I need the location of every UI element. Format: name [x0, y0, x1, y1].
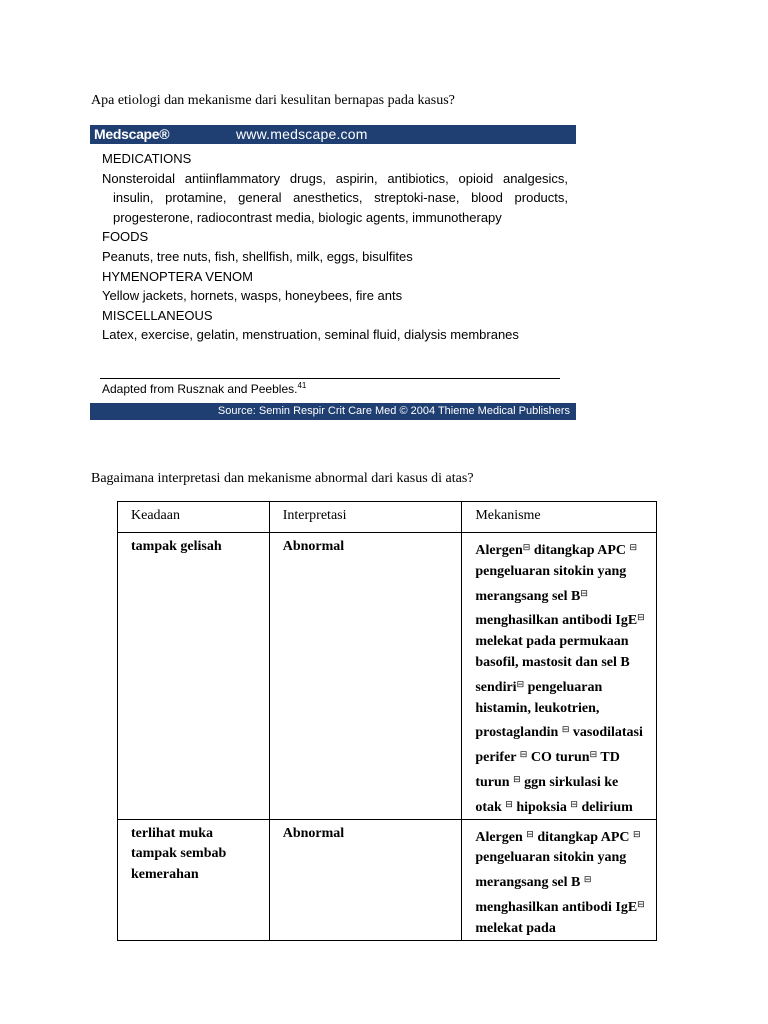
arrow-icon: ⊟: [513, 773, 521, 784]
question-1: Apa etiologi dan mekanisme dari kesulitan bernapas pada kasus?: [91, 93, 455, 108]
arrow-icon: ⊟: [526, 828, 534, 839]
mechanism-step: menghasilkan antibodi IgE: [475, 613, 638, 629]
mechanism-step: ditangkap APC: [533, 543, 627, 558]
mechanism-step: delirium: [581, 799, 633, 815]
arrow-icon: ⊟: [561, 724, 570, 735]
cell-interpretasi: Abnormal: [269, 533, 462, 820]
table-header-row: [118, 502, 657, 533]
interpretation-table: [117, 501, 657, 941]
question-2: Bagaimana interpretasi dan mekanisme abnormal dari kasus di atas?: [91, 471, 474, 486]
mechanism-step: melekat pada permukaan basofil, mastosit dan sel B sendiri: [475, 634, 630, 695]
cell-keadaan: terlihat muka tampak sembab kemerahan: [118, 819, 270, 940]
mechanism-step: menghasilkan antibodi IgE: [475, 899, 638, 915]
figure-source: Source: Semin Respir Crit Care Med © 2004 Thieme Medical Publishers: [217, 405, 570, 417]
mechanism-step: Alergen: [475, 543, 523, 558]
header-keadaan: Keadaan: [118, 502, 270, 533]
mechanism-step: TD turun: [475, 750, 620, 790]
arrow-icon: ⊟: [570, 798, 578, 809]
section-text: Nonsteroidal antiinflammatory drugs, aspirin, antibiotics, opioid analgesics, insulin, protamine, general anesthetics, streptoki-nase, blood products, progesterone, radiocontrast media, biologic agents, immunotherapy: [102, 170, 568, 225]
arrow-icon: ⊟: [519, 749, 528, 760]
mechanism-step: pengeluaran sitokin yang merangsang sel B: [475, 850, 627, 891]
figure-note-ref: 41: [297, 381, 307, 390]
mechanism-step: melekat pada: [475, 920, 556, 936]
table-row: [118, 533, 657, 820]
figure-body: [102, 149, 568, 345]
mechanism-step: hipoksia: [516, 799, 567, 815]
header-mekanisme: Mekanisme: [462, 502, 657, 533]
section-heading: MISCELLANEOUS: [102, 307, 213, 323]
section-text: Yellow jackets, hornets, wasps, honeybees, fire ants: [102, 288, 403, 304]
arrow-icon: ⊟: [516, 678, 525, 689]
section-text: Peanuts, tree nuts, fish, shellfish, milk, eggs, bisulfites: [102, 248, 413, 264]
section-text: Latex, exercise, gelatin, menstruation, seminal fluid, dialysis membranes: [102, 327, 519, 343]
mechanism-step: ditangkap APC: [537, 829, 630, 845]
cell-mekanisme: [462, 819, 657, 940]
arrow-icon: ⊟: [583, 874, 592, 885]
table-row: [118, 819, 657, 940]
section-heading: MEDICATIONS: [102, 151, 192, 166]
mechanism-step: vasodilatasi perifer: [475, 725, 643, 766]
arrow-icon: ⊟: [629, 542, 638, 552]
cell-interpretasi: Abnormal: [269, 819, 462, 940]
figure-note-text: Adapted from Rusznak and Peebles.: [102, 382, 298, 396]
mechanism-step: CO turun: [530, 750, 590, 766]
arrow-icon: ⊟: [637, 612, 645, 623]
mechanism-step: pengeluaran histamin, leukotrien, prostaglandin: [475, 679, 603, 741]
arrow-icon: ⊟: [637, 898, 645, 909]
mechanism-step: pengeluaran sitokin yang merangsang sel B: [475, 563, 627, 604]
cell-mekanisme: [462, 533, 657, 820]
mechanism-step: Alergen: [475, 829, 523, 845]
arrow-icon: ⊟: [580, 587, 588, 598]
arrow-icon: ⊟: [589, 749, 598, 760]
figure-note: [102, 381, 306, 396]
figure-divider: [100, 378, 560, 379]
medscape-logo: Medscape®: [94, 126, 170, 142]
figure-source-bar: [90, 403, 576, 420]
cell-keadaan: tampak gelisah: [118, 533, 270, 820]
figure-header-bar: [90, 125, 576, 144]
arrow-icon: ⊟: [505, 798, 513, 809]
figure-url: www.medscape.com: [236, 126, 368, 142]
section-heading: HYMENOPTERA VENOM: [102, 268, 253, 284]
mechanism-step: ggn sirkulasi ke otak: [475, 774, 619, 815]
arrow-icon: ⊟: [522, 542, 531, 552]
section-heading: FOODS: [102, 229, 149, 245]
header-interpretasi: Interpretasi: [269, 502, 462, 533]
allergen-causes-figure: [90, 125, 576, 420]
arrow-icon: ⊟: [633, 828, 641, 839]
